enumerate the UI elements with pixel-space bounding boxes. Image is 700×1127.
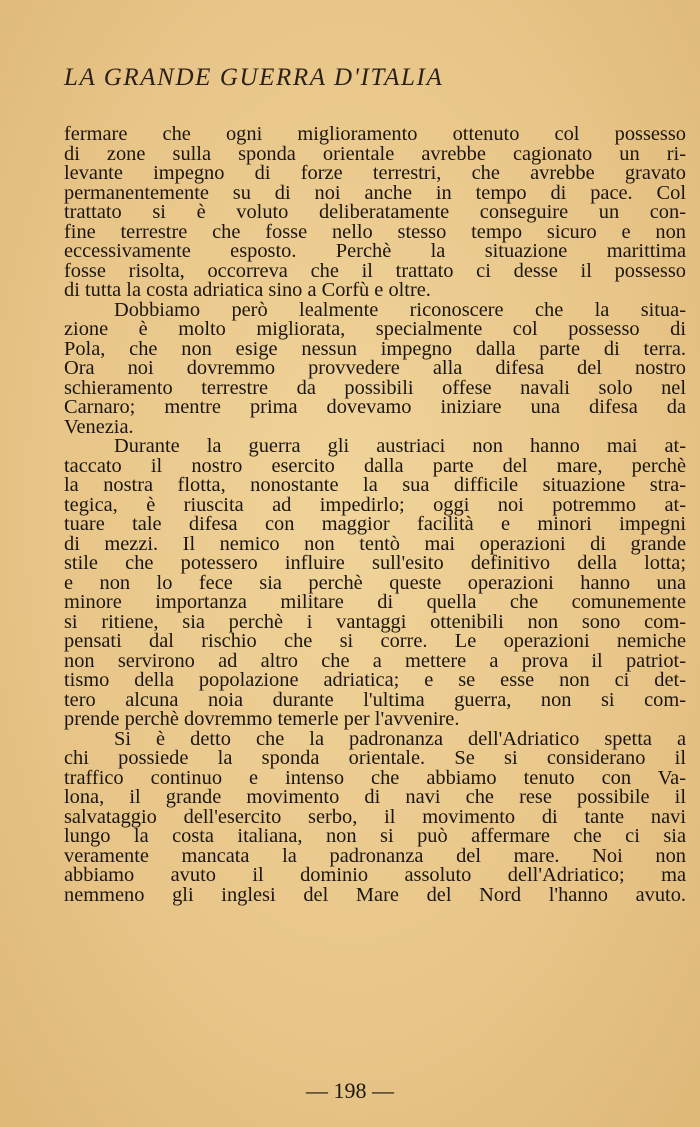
text-line: Venezia. <box>64 415 134 438</box>
text-line: levante impegno di forze terrestri, che avrebbe gravato <box>64 162 686 184</box>
text-line: abbiamo avuto il dominio assoluto dell'Adriatico; ma <box>64 864 686 886</box>
text-line: Si è detto che la padronanza dell'Adriatico spetta a <box>114 727 686 750</box>
text-line: zione è molto migliorata, specialmente col possesso di <box>64 318 686 340</box>
text-line: tero alcuna noia durante l'ultima guerra, non si com- <box>64 688 686 711</box>
text-line: traffico continuo e intenso che abbiamo tenuto con Va- <box>64 766 686 789</box>
text-line: Ora noi dovremmo provvedere alla difesa del nostro <box>64 357 686 379</box>
text-line: fine terrestre che fosse nello stesso tempo sicuro e non <box>64 220 686 243</box>
text-line: tismo della popolazione adriatica; e se esse non ci det- <box>64 669 686 691</box>
text-line: nemmeno gli inglesi del Mare del Nord l'hanno avuto. <box>64 883 686 906</box>
text-line: lona, il grande movimento di navi che rese possibile il <box>64 786 686 808</box>
text-line: pensati dal rischio che si corre. Le operazioni nemiche <box>64 630 686 652</box>
text-line: chi possiede la sponda orientale. Se si considerano il <box>64 747 686 769</box>
page-number: — 198 — <box>306 1078 394 1103</box>
text-line: salvataggio dell'esercito serbo, il movimento di tante navi <box>64 805 686 828</box>
text-line: fermare che ogni miglioramento ottenuto col possesso <box>64 123 686 145</box>
text-line: e non lo fece sia perchè queste operazioni hanno una <box>64 571 686 594</box>
text-line: schieramento terrestre da possibili offese navali solo nel <box>64 376 686 399</box>
running-title: LA GRANDE GUERRA D'ITALIA <box>64 64 444 91</box>
text-line: stile che potessero influire sull'esito definitivo della lotta; <box>64 552 686 574</box>
text-line: di tutta la costa adriatica sino a Corfù e oltre. <box>64 279 431 301</box>
text-line: Dobbiamo però lealmente riconoscere che la situa- <box>114 298 686 321</box>
text-line: Pola, che non esige nessun impegno dalla parte di terra. <box>64 337 686 360</box>
text-line: prende perchè dovremmo temerle per l'avvenire. <box>64 708 460 730</box>
text-line: tegica, è riuscita ad impedirlo; oggi noi potremmo at- <box>64 493 686 516</box>
text-line: Carnaro; mentre prima dovevamo iniziare una difesa da <box>64 396 686 418</box>
text-line: di mezzi. Il nemico non tentò mai operazioni di grande <box>64 532 686 555</box>
text-line: lungo la costa italiana, non si può affermare che ci sia <box>64 825 686 847</box>
text-line: veramente mancata la padronanza del mare. Noi non <box>64 844 686 867</box>
text-line: di zone sulla sponda orientale avrebbe cagionato un ri- <box>64 142 686 165</box>
text-line: fosse risolta, occorreva che il trattato ci desse il possesso <box>64 259 686 282</box>
text-line: Durante la guerra gli austriaci non hanno mai at- <box>114 435 686 457</box>
body-text <box>64 125 686 905</box>
text-line: tuare tale difesa con maggior facilità e minori impegni <box>64 513 686 535</box>
text-line: trattato si è voluto deliberatamente conseguire un con- <box>64 201 686 223</box>
text-line: la nostra flotta, nonostante la sua difficile situazione stra- <box>64 474 686 496</box>
text-line: si ritiene, sia perchè i vantaggi ottenibili non sono com- <box>64 610 686 633</box>
text-line: permanentemente su di noi anche in tempo di pace. Col <box>64 181 686 204</box>
text-line: eccessivamente esposto. Perchè la situazione marittima <box>64 240 686 262</box>
text-line: minore importanza militare di quella che comunemente <box>64 591 686 613</box>
text-line: taccato il nostro esercito dalla parte del mare, perchè <box>64 454 686 477</box>
text-line: non servirono ad altro che a mettere a prova il patriot- <box>64 649 686 672</box>
